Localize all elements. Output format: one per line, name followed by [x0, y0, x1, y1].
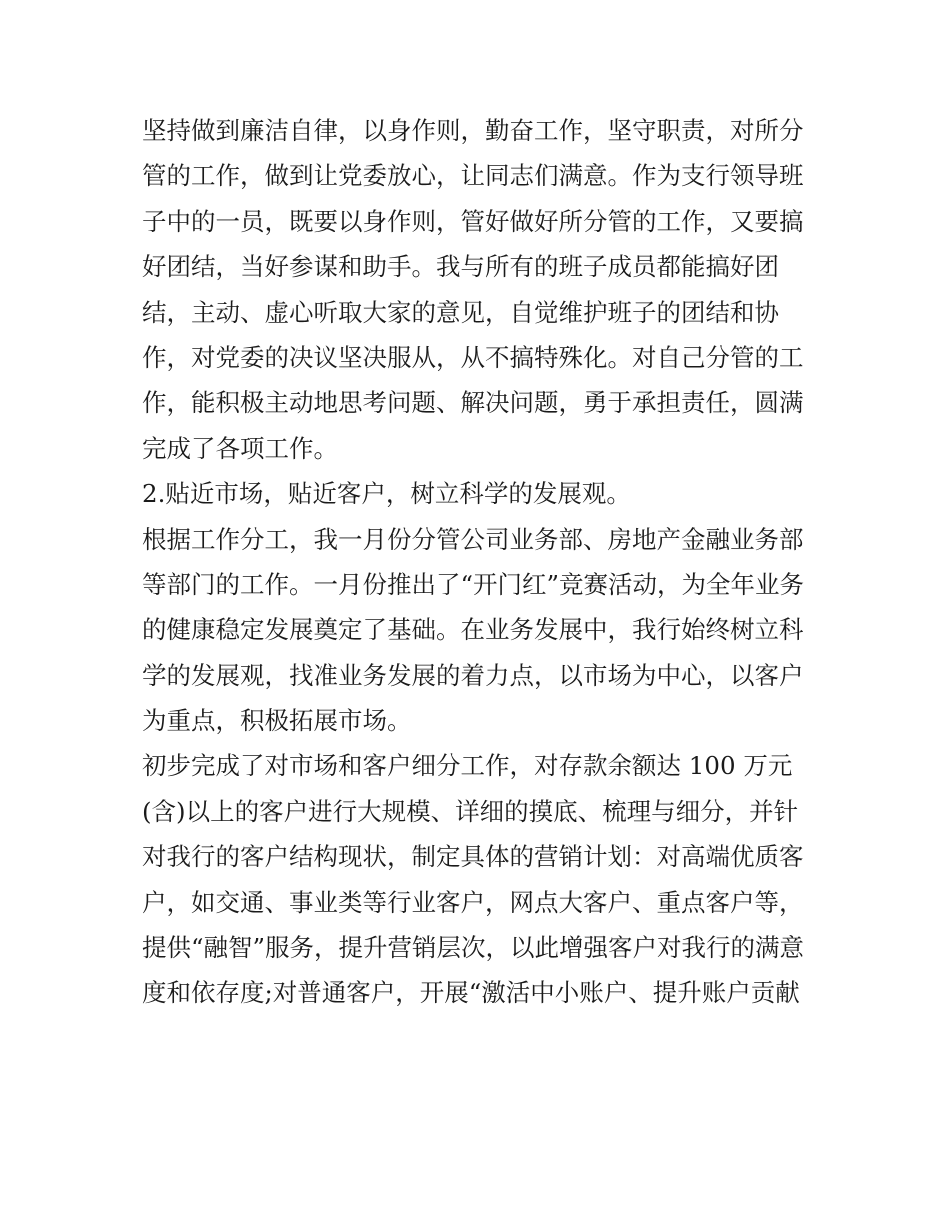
paragraph-line: 结，主动、虚心听取大家的意见，自觉维护班子的团结和协: [142, 297, 779, 327]
paragraph-line: 对我行的客户结构现状，制定具体的营销计划：对高端优质客: [142, 842, 804, 872]
paragraph-line: 等部门的工作。一月份推出了“开门红”竞赛活动，为全年业务: [142, 569, 805, 599]
paragraph-line: 子中的一员，既要以身作则，管好做好所分管的工作，又要搞: [142, 206, 804, 236]
paragraph-line: 度和依存度;对普通客户，开展“激活中小账户、提升账户贡献: [142, 978, 800, 1008]
paragraph-line: 好团结，当好参谋和助手。我与所有的班子成员都能搞好团: [142, 252, 779, 282]
paragraph-line: 初步完成了对市场和客户细分工作，对存款余额达 100 万元: [142, 751, 793, 781]
paragraph-line: 为重点，积极拓展市场。: [142, 706, 412, 736]
section-heading: 2.贴近市场，贴近客户，树立科学的发展观。: [142, 479, 631, 509]
paragraph-line: 提供“融智”服务，提升营销层次，以此增强客户对我行的满意: [142, 933, 805, 963]
paragraph-line: 管的工作，做到让党委放心，让同志们满意。作为支行领导班: [142, 161, 804, 191]
paragraph-line: 坚持做到廉洁自律，以身作则，勤奋工作，坚守职责，对所分: [142, 116, 804, 145]
paragraph-line: 完成了各项工作。: [142, 433, 338, 463]
paragraph-line: 根据工作分工，我一月份分管公司业务部、房地产金融业务部: [142, 524, 804, 554]
paragraph-line: 作，对党委的决议坚决服从，从不搞特殊化。对自己分管的工: [142, 342, 804, 372]
paragraph-line: 户，如交通、事业类等行业客户，网点大客户、重点客户等，: [142, 887, 804, 917]
document-body: [142, 108, 814, 1016]
paragraph-line: 学的发展观，找准业务发展的着力点，以市场为中心，以客户: [142, 660, 804, 690]
paragraph-line: 作，能积极主动地思考问题、解决问题，勇于承担责任，圆满: [142, 388, 804, 418]
paragraph-line: 的健康稳定发展奠定了基础。在业务发展中，我行始终树立科: [142, 615, 804, 645]
paragraph-line: (含)以上的客户进行大规模、详细的摸底、梳理与细分，并针: [142, 796, 799, 826]
